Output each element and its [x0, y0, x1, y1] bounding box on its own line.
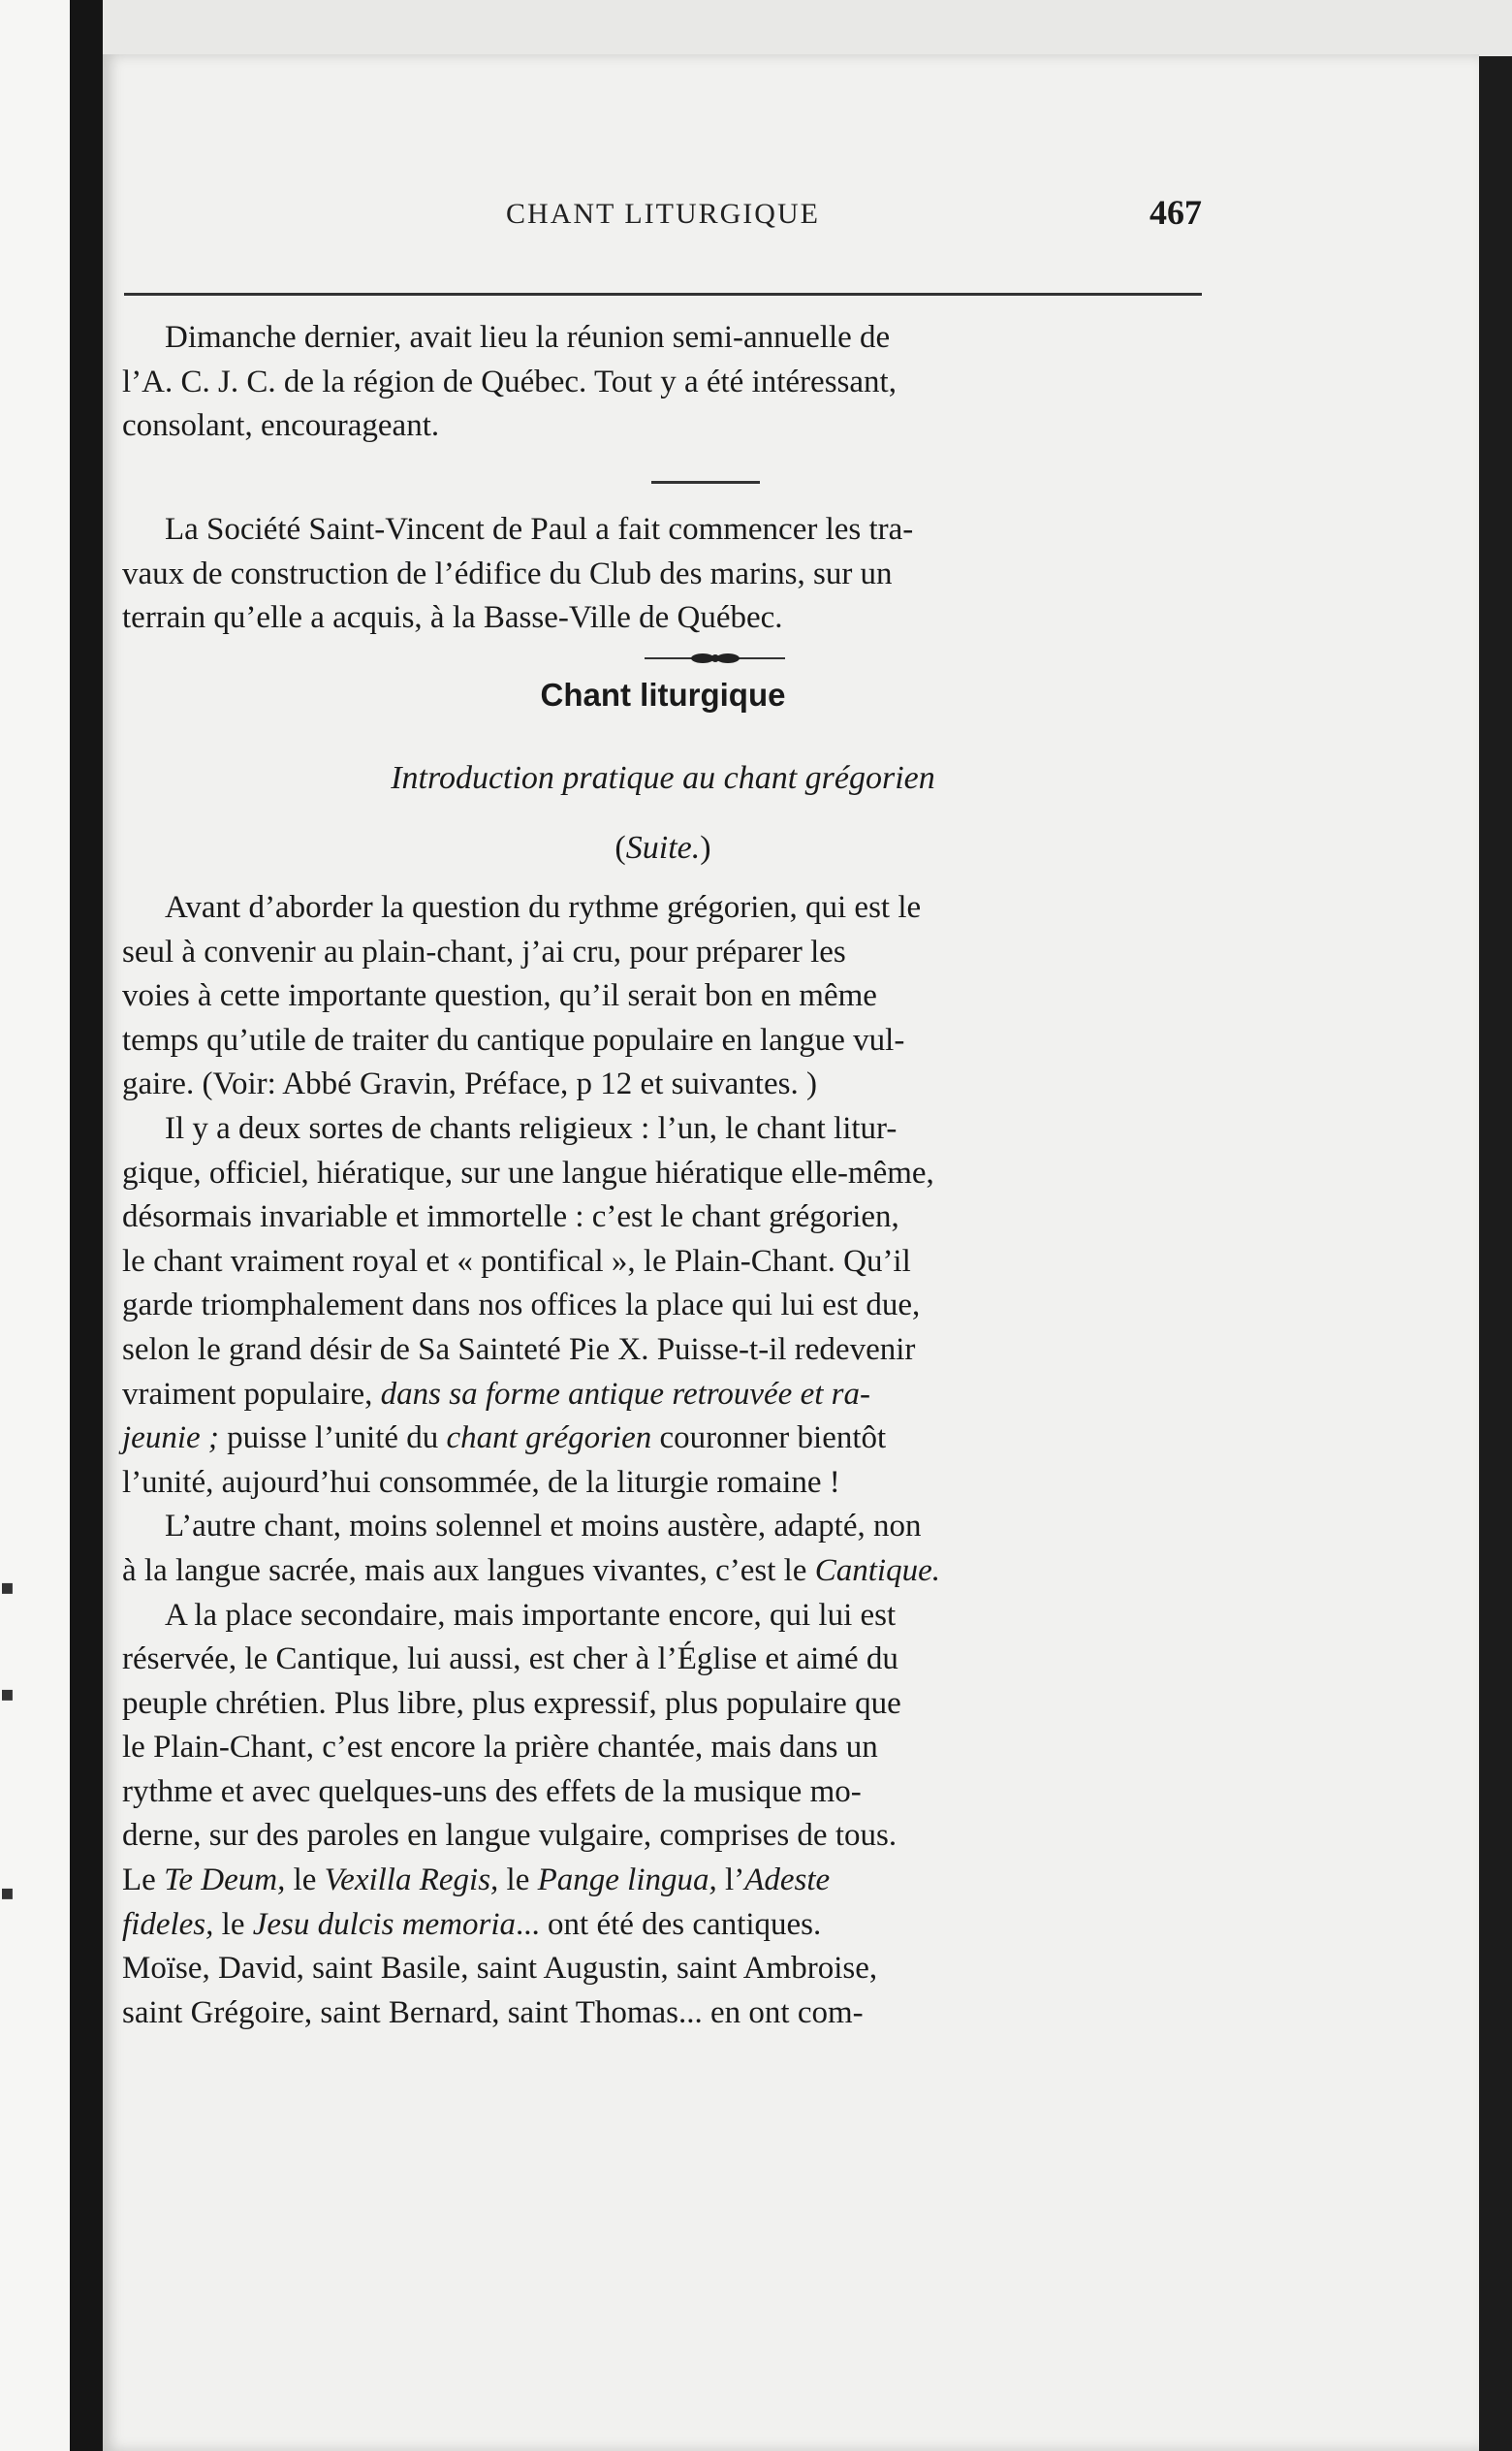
- continuation-label: (Suite.): [614, 830, 711, 866]
- text-line: A la place secondaire, mais importante encore, qui lui est: [165, 1597, 897, 1633]
- text-line: seul à convenir au plain-chant, j’ai cru, pour préparer les: [122, 934, 846, 970]
- ornamental-divider: [645, 652, 785, 665]
- text-line: saint Grégoire, saint Bernard, saint Thomas... en ont com-: [122, 1994, 864, 2030]
- section-subtitle: Introduction pratique au chant grégorien: [391, 760, 935, 796]
- text-line: Dimanche dernier, avait lieu la réunion semi-annuelle de: [165, 320, 891, 355]
- text-line: [122, 1549, 1204, 1594]
- italic-span: Adeste: [744, 1862, 831, 1898]
- text-line: temps qu’utile de traiter du cantique populaire en langue vul-: [122, 1022, 905, 1058]
- text-line: L’autre chant, moins solennel et moins austère, adapté, non: [165, 1509, 922, 1544]
- text-span: à la langue sacrée, mais aux langues vivantes, c’est le: [122, 1552, 815, 1588]
- text-span: ... ont été des cantiques.: [516, 1906, 822, 1942]
- margin-speck: ▪: [0, 1881, 15, 1905]
- text-line: derne, sur des paroles en langue vulgaire, comprises de tous.: [122, 1818, 898, 1854]
- news-note-2: [122, 508, 1204, 641]
- text-line: désormais invariable et immortelle : c’est le chant grégorien,: [122, 1199, 899, 1235]
- italic-span: Te Deum,: [164, 1862, 286, 1898]
- text-line: voies à cette importante question, qu’il serait bon en même: [122, 978, 877, 1014]
- italic-span: Jesu dulcis memoria: [252, 1906, 517, 1942]
- text-line: Avant d’aborder la question du rythme grégorien, qui est le: [165, 890, 922, 925]
- running-head: [124, 190, 1202, 248]
- adjacent-page-edge: [0, 0, 70, 2451]
- text-line: terrain qu’elle a acquis, à la Basse-Ville de Québec.: [122, 600, 783, 636]
- text-line: réservée, le Cantique, lui aussi, est cher à l’Église et aimé du: [122, 1641, 898, 1677]
- text-line: La Société Saint-Vincent de Paul a fait commencer les tra-: [165, 512, 914, 547]
- italic-span: chant grégorien: [446, 1420, 652, 1456]
- text-span: le: [213, 1906, 253, 1942]
- text-span: Le: [122, 1862, 165, 1898]
- margin-speck: ▪: [0, 1576, 15, 1600]
- body-text: [122, 886, 1204, 2035]
- text-line: peuple chrétien. Plus libre, plus expressif, plus populaire que: [122, 1685, 901, 1721]
- italic-span: fideles,: [122, 1906, 214, 1942]
- text-line: vaux de construction de l’édifice du Club des marins, sur un: [122, 556, 893, 591]
- italic-span: Pange lingua,: [537, 1862, 717, 1898]
- news-note-1: [122, 316, 1204, 449]
- text-span: le: [285, 1862, 325, 1898]
- text-line: [122, 1416, 1204, 1461]
- text-span: puisse l’unité du: [218, 1420, 447, 1456]
- text-line: selon le grand désir de Sa Sainteté Pie X. Puisse-t-il redevenir: [122, 1331, 916, 1367]
- page-number: 467: [1150, 193, 1202, 232]
- text-span: l’: [716, 1862, 745, 1898]
- text-line: l’unité, aujourd’hui consommée, de la liturgie romaine !: [122, 1464, 840, 1500]
- italic-span: dans sa forme antique retrouvée et ra-: [380, 1376, 870, 1412]
- running-head-title: CHANT LITURGIQUE: [506, 198, 820, 230]
- separator-rule: [651, 481, 760, 484]
- text-line: Moïse, David, saint Basile, saint Augustin, saint Ambroise,: [122, 1951, 878, 1987]
- text-line: gaire. (Voir: Abbé Gravin, Préface, p 12 et suivantes. ): [122, 1066, 817, 1102]
- text-line: [122, 1859, 1204, 1903]
- text-line: gique, officiel, hiératique, sur une langue hiératique elle-même,: [122, 1155, 934, 1191]
- text-line: le chant vraiment royal et « pontifical », le Plain-Chant. Qu’il: [122, 1243, 911, 1279]
- italic-span: jeunie ;: [122, 1420, 219, 1456]
- text-line: Il y a deux sortes de chants religieux : l’un, le chant litur-: [165, 1110, 898, 1146]
- text-span: vraiment populaire,: [122, 1376, 381, 1412]
- text-line: [122, 1373, 1204, 1417]
- continuation-text: Suite.: [625, 830, 701, 866]
- text-line: rythme et avec quelques-uns des effets de la musique mo-: [122, 1773, 862, 1809]
- text-span: le: [498, 1862, 538, 1898]
- italic-span: Cantique.: [814, 1552, 940, 1588]
- section-title: Chant liturgique: [540, 677, 786, 713]
- text-span: couronner bientôt: [651, 1420, 887, 1456]
- text-line: [122, 1903, 1204, 1948]
- margin-speck: ▪: [0, 1682, 15, 1706]
- text-line: l’A. C. J. C. de la région de Québec. Tout y a été intéressant,: [122, 364, 897, 399]
- italic-span: Vexilla Regis,: [324, 1862, 499, 1898]
- scan-top-strip: [0, 0, 1512, 56]
- text-line: consolant, encourageant.: [122, 408, 440, 444]
- text-line: garde triomphalement dans nos offices la place qui lui est due,: [122, 1288, 921, 1323]
- text-line: le Plain-Chant, c’est encore la prière chantée, mais dans un: [122, 1730, 878, 1766]
- header-rule: [124, 293, 1202, 296]
- book-gutter: [70, 0, 103, 2451]
